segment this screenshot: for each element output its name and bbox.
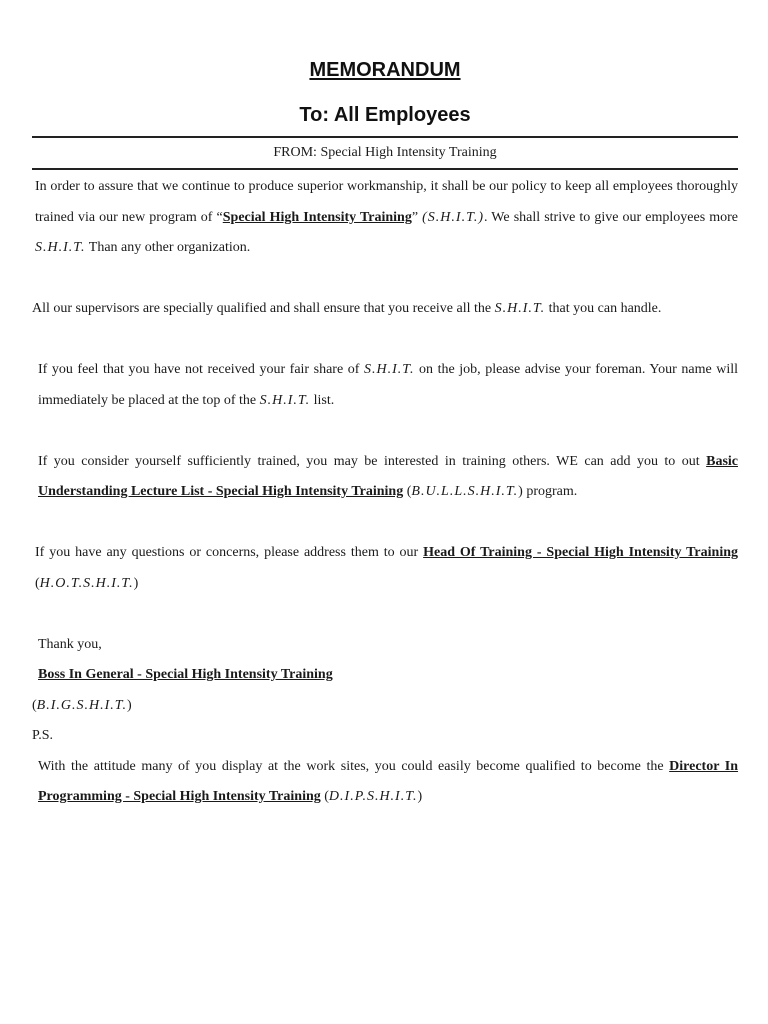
text-segment: ) [417, 789, 423, 804]
paragraph-fair-share [32, 355, 738, 416]
acronym: H.O.T.S.H.I.T. [39, 575, 134, 591]
to-line: To: All Employees [299, 104, 471, 126]
acronym: B.I.G.S.H.I.T. [36, 697, 128, 713]
paragraph-supervisors [32, 294, 738, 325]
spacer [32, 264, 738, 295]
memo-title: MEMORANDUM [309, 59, 461, 81]
text-segment: If you consider yourself sufficiently trained, you may be interested in training others. WE can add you to out [38, 453, 707, 469]
text-segment: ” [411, 209, 423, 225]
text-segment: list. [310, 392, 335, 408]
text-segment: ( [320, 789, 329, 804]
spacer [32, 508, 738, 539]
program-name: Director In Programming - Special High Intensity Training [38, 758, 739, 804]
text-segment: ( [403, 484, 412, 499]
text-segment: ( [32, 697, 37, 713]
acronym: B.U.L.L.S.H.I.T. [411, 484, 519, 499]
signature-acronym [32, 691, 738, 722]
acronym: S.H.I.T. [494, 301, 546, 316]
spacer [32, 599, 738, 630]
acronym: D.I.P.S.H.I.T. [328, 789, 418, 804]
signature-title [32, 660, 738, 691]
text-segment: on the job, please advise your foreman. Your name will immediately be placed at the top of the [38, 362, 739, 408]
text-segment: ) [127, 697, 132, 713]
text-segment: With the attitude many of you display at the work sites, you could easily become qualified to become the [38, 758, 670, 774]
text-segment: If you feel that you have not received your fair share of [38, 362, 364, 377]
top-divider [32, 136, 738, 138]
acronym: S.H.I.T. [35, 240, 86, 255]
text-segment: ) program. [518, 484, 578, 499]
text-segment: that you can handle. [545, 301, 662, 316]
program-name: Head Of Training - Special High Intensity Training [423, 545, 738, 560]
paragraph-policy [32, 172, 738, 264]
acronym: (S.H.I.T.) [422, 209, 484, 225]
text-segment: Than any other organization. [85, 240, 251, 255]
program-name: Basic Understanding Lecture List - Special High Intensity Training [38, 453, 738, 499]
paragraph-training-others [32, 447, 738, 508]
text-segment: If you have any questions or concerns, please address them to our [35, 545, 424, 560]
postscript-label: P.S. [32, 728, 54, 743]
paragraph-questions [32, 538, 738, 599]
signature-name: Boss In General - Special High Intensity Training [38, 667, 333, 682]
text-segment: ( [35, 575, 40, 591]
spacer [32, 325, 738, 356]
text-segment: In order to assure that we continue to produce superior workmanship, it shall be our policy to keep all employees thoroughly trained via our new program of “ [35, 179, 738, 225]
acronym: S.H.I.T. [259, 392, 311, 408]
bottom-divider [32, 168, 738, 170]
memo-body [32, 172, 738, 813]
text-segment: . We shall strive to give our employees more [483, 209, 739, 225]
text-segment: ) [133, 575, 139, 591]
closing-thanks: Thank you, [38, 636, 102, 652]
spacer [32, 416, 738, 447]
program-name: Special High Intensity Training [222, 209, 412, 225]
postscript-text [32, 752, 738, 813]
from-line: FROM: Special High Intensity Training [273, 145, 497, 160]
acronym: S.H.I.T. [363, 362, 415, 377]
text-segment: All our supervisors are specially qualified and shall ensure that you receive all the [32, 301, 495, 316]
